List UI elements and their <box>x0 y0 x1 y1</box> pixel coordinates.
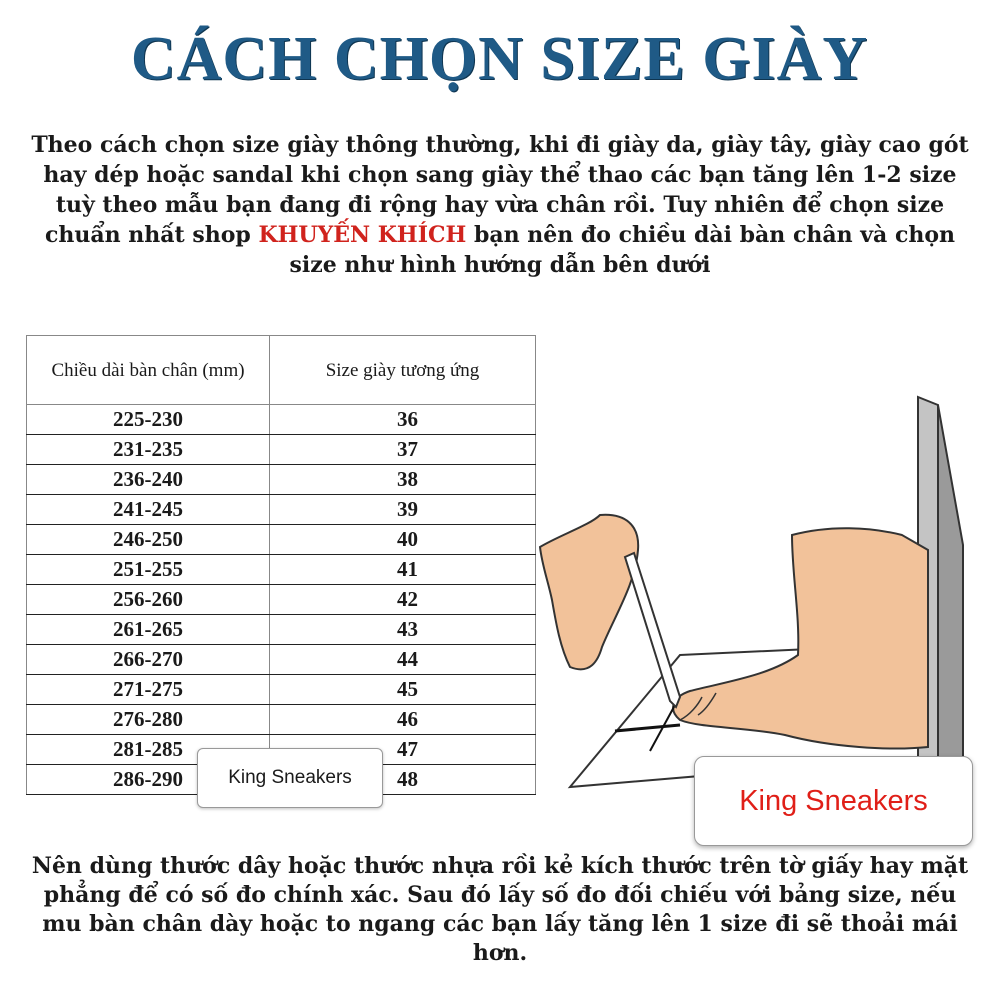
foot-length-cell: 246-250 <box>27 525 270 555</box>
foot-length-cell: 276-280 <box>27 705 270 735</box>
table-row <box>27 675 536 705</box>
shoe-size-cell: 48 <box>270 765 536 795</box>
table-row <box>27 555 536 585</box>
shoe-size-cell: 43 <box>270 615 536 645</box>
header-foot-length: Chiều dài bàn chân (mm) <box>27 336 270 405</box>
table-row <box>27 525 536 555</box>
shoe-size-cell: 47 <box>270 735 536 765</box>
pencil <box>625 553 680 707</box>
table-row <box>27 645 536 675</box>
shoe-size-cell: 42 <box>270 585 536 615</box>
foot-length-cell: 271-275 <box>27 675 270 705</box>
table-row <box>27 705 536 735</box>
foot-length-cell: 261-265 <box>27 615 270 645</box>
table-row <box>27 585 536 615</box>
shoe-size-cell: 45 <box>270 675 536 705</box>
table-body <box>27 405 536 795</box>
page-title: CÁCH CHỌN SIZE GIÀY <box>130 25 869 93</box>
shoe-size-cell: 40 <box>270 525 536 555</box>
foot-length-cell: 251-255 <box>27 555 270 585</box>
foot-length-cell: 286-290 <box>27 765 270 795</box>
shoe-size-cell: 44 <box>270 645 536 675</box>
hand <box>540 515 638 670</box>
header-shoe-size: Size giày tương ứng <box>270 336 536 405</box>
outro-paragraph: Nên dùng thước dây hoặc thước nhựa rồi kẻ kích thước trên tờ giấy hay mặt phẳng để có số đo chính xác. Sau đó lấy số đo đối chiếu với bảng size, nếu mu bàn chân dày hoặc to ngang các bạn lấy tăng lên 1 size đi sẽ thoải mái hơn. <box>31 853 969 966</box>
shoe-size-cell: 39 <box>270 495 536 525</box>
shoe-size-cell: 46 <box>270 705 536 735</box>
table-row <box>27 435 536 465</box>
table-row <box>27 405 536 435</box>
foot-length-cell: 231-235 <box>27 435 270 465</box>
intro-paragraph <box>30 130 970 280</box>
foot-length-cell: 236-240 <box>27 465 270 495</box>
shoe-size-cell: 37 <box>270 435 536 465</box>
shoe-size-cell: 38 <box>270 465 536 495</box>
table-row <box>27 615 536 645</box>
shoe-size-cell: 36 <box>270 405 536 435</box>
watermark-small: King Sneakers <box>197 748 383 808</box>
foot-length-cell: 256-260 <box>27 585 270 615</box>
intro-highlight: KHUYẾN KHÍCH <box>258 222 467 248</box>
watermark-big: King Sneakers <box>694 756 973 846</box>
intro-text-end: bạn nên đo chiều dài bàn chân và chọn size như hình hướng dẫn bên dưới <box>289 222 956 278</box>
foot-length-cell: 225-230 <box>27 405 270 435</box>
foot <box>673 528 928 748</box>
size-table <box>26 335 536 795</box>
foot-length-cell: 266-270 <box>27 645 270 675</box>
intro-text: Theo cách chọn size giày thông thường, khi đi giày da, giày tây, giày cao gót hay dép hoặc sandal khi chọn sang giày thể thao các bạn tăng lên 1-2 size tuỳ theo mẫu bạn đang đi rộng hay vừa chân rồi. Tuy nhiên để chọn size chuẩn nhất shop <box>31 132 969 248</box>
foot-length-cell: 241-245 <box>27 495 270 525</box>
foot-length-cell: 281-285 <box>27 735 270 765</box>
shoe-size-cell: 41 <box>270 555 536 585</box>
table-header-row <box>27 336 536 405</box>
table-row <box>27 495 536 525</box>
wall-panel-face <box>938 405 963 757</box>
table-row <box>27 465 536 495</box>
